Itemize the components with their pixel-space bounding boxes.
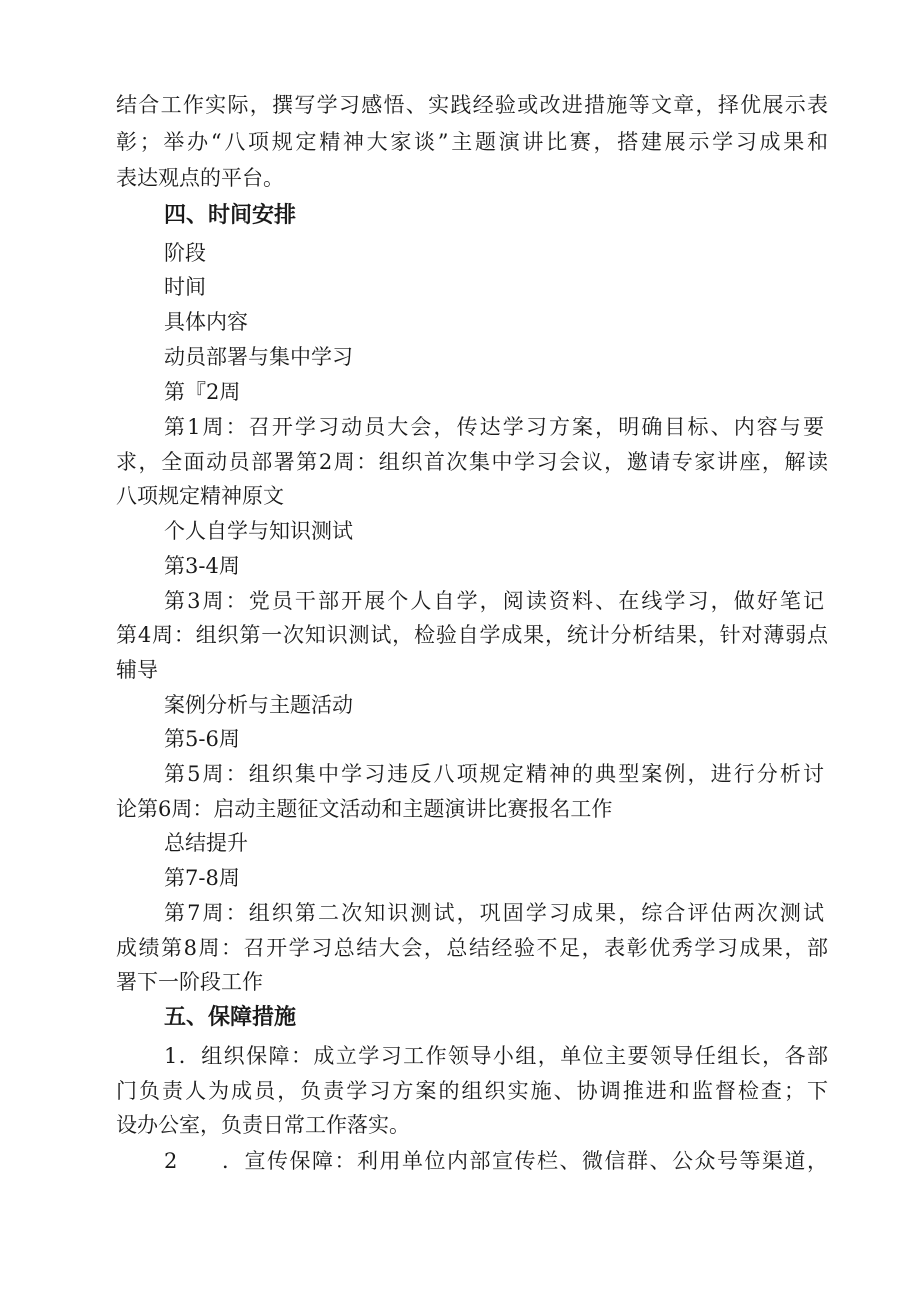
row1-content-line-3: 八项规定精神原文 <box>116 484 284 508</box>
item2-number: 2 <box>164 1149 178 1173</box>
row3-time: 第5-6周 <box>164 727 240 751</box>
row4-content-line-3: 署下一阶段工作 <box>116 970 263 994</box>
intro-line-3: 表达观点的平台。 <box>116 166 284 190</box>
col-stage-label: 阶段 <box>164 241 206 265</box>
row4-time: 第7-8周 <box>164 866 240 890</box>
row1-content-line-1: 第1周：召开学习动员大会，传达学习方案，明确目标、内容与要 <box>164 415 824 439</box>
section4-heading: 四、时间安排 <box>164 203 297 228</box>
intro-line-2: 彰；举办“八项规定精神大家谈”主题演讲比赛，搭建展示学习成果和 <box>116 130 828 154</box>
col-time-label: 时间 <box>164 275 206 299</box>
row2-stage: 个人自学与知识测试 <box>164 519 353 543</box>
row1-time: 第『2周 <box>164 380 241 404</box>
col-content-label: 具体内容 <box>164 310 248 334</box>
row3-content-line-1: 第5周：组织集中学习违反八项规定精神的典型案例，进行分析讨 <box>164 762 824 786</box>
item1-line-2: 门负责人为成员，负责学习方案的组织实施、协调推进和监督检查；下 <box>116 1079 828 1103</box>
item1-line-3: 设办公室，负责日常工作落实。 <box>116 1113 410 1137</box>
item1-line-1: 1．组织保障：成立学习工作领导小组，单位主要领导任组长，各部 <box>164 1044 828 1068</box>
section5-heading: 五、保障措施 <box>164 1005 297 1030</box>
row2-content-line-3: 辅导 <box>116 658 158 682</box>
row2-content-line-1: 第3周：党员干部开展个人自学，阅读资料、在线学习，做好笔记 <box>164 589 824 613</box>
item2-line-1: ．宣传保障：利用单位内部宣传栏、微信群、公众号等渠道， <box>222 1149 828 1173</box>
row1-stage: 动员部署与集中学习 <box>164 345 353 369</box>
row1-content-line-2: 求，全面动员部署第2周：组织首次集中学习会议，邀请专家讲座，解读 <box>116 450 828 474</box>
row4-content-line-2: 成绩第8周：召开学习总结大会，总结经验不足，表彰优秀学习成果，部 <box>116 936 828 960</box>
row3-content-line-2: 论第6周：启动主题征文活动和主题演讲比赛报名工作 <box>116 797 613 821</box>
row4-stage: 总结提升 <box>164 831 248 855</box>
intro-line-1: 结合工作实际，撰写学习感悟、实践经验或改进措施等文章，择优展示表 <box>116 93 828 117</box>
row3-stage: 案例分析与主题活动 <box>164 693 353 717</box>
row2-content-line-2: 第4周：组织第一次知识测试，检验自学成果，统计分析结果，针对薄弱点 <box>116 623 828 647</box>
row2-time: 第3-4周 <box>164 554 240 578</box>
row4-content-line-1: 第7周：组织第二次知识测试，巩固学习成果，综合评估两次测试 <box>164 901 824 925</box>
